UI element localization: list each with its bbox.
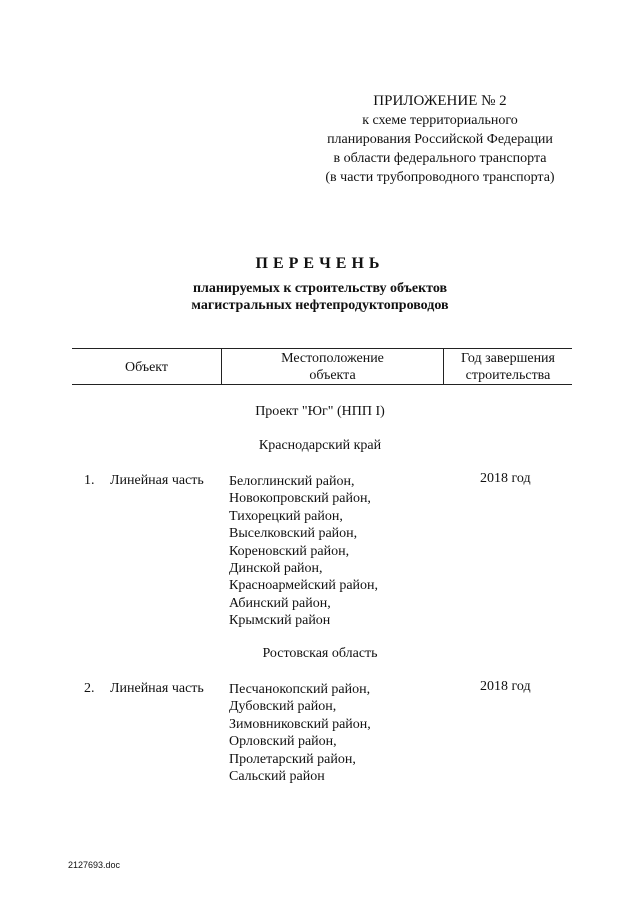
project-heading: Проект "Юг" (НПП I) — [255, 404, 385, 419]
subtitle-line-2: магистральных нефтепродуктопроводов — [191, 298, 449, 313]
file-reference: 2127693.doc — [68, 860, 121, 870]
subtitle-line-1: планируемых к строительству объектов — [192, 281, 448, 296]
row-object: Линейная часть — [110, 473, 204, 488]
row-year: 2018 год — [480, 679, 531, 694]
row-number: 1. — [84, 473, 95, 488]
header-object: Объект — [124, 360, 169, 375]
district-item: Дубовский район, — [229, 699, 337, 715]
header-year-line-1: Год завершения — [461, 351, 555, 366]
district-item: Кореновский район, — [229, 543, 350, 559]
appendix-line: к схеме территориального — [362, 113, 518, 128]
region-heading: Краснодарский край — [258, 438, 382, 453]
row-number: 2. — [84, 681, 95, 696]
appendix-line: (в части трубопроводного транспорта) — [325, 170, 555, 185]
district-item: Орловский район, — [229, 734, 337, 750]
header-year-line-2: строительства — [465, 368, 551, 383]
header-year — [444, 350, 572, 384]
row-year: 2018 год — [480, 471, 531, 486]
appendix-line: планирования Российской Федерации — [327, 132, 553, 147]
header-location — [222, 350, 443, 384]
row-object: Линейная часть — [110, 681, 204, 696]
region-heading: Ростовская область — [262, 646, 378, 661]
district-item: Белоглинский район, — [229, 474, 355, 489]
appendix-line: в области федерального транспорта — [333, 151, 547, 166]
header-location-line-1: Местоположение — [281, 351, 384, 366]
district-item: Выселковский район, — [229, 526, 358, 542]
document-title: ПЕРЕЧЕНЬ — [255, 255, 385, 272]
district-item: Абинский район, — [229, 595, 331, 611]
district-item: Крымский район — [229, 613, 331, 629]
row-location-list — [229, 473, 378, 630]
district-item: Песчанокопский район, — [229, 682, 371, 697]
row-location-list — [229, 681, 371, 785]
district-item: Тихорецкий район, — [229, 508, 343, 524]
district-item: Сальский район — [229, 769, 325, 785]
document-subtitle — [0, 280, 640, 314]
district-item: Динской район, — [229, 561, 323, 577]
table-top-rule — [72, 348, 572, 349]
district-item: Красноармейский район, — [229, 578, 379, 594]
district-item: Пролетарский район, — [229, 751, 356, 767]
table-header-bottom-rule — [72, 384, 572, 385]
district-item: Зимовниковский район, — [229, 716, 371, 732]
appendix-block — [300, 92, 580, 187]
appendix-title: ПРИЛОЖЕНИЕ № 2 — [373, 93, 507, 109]
district-item: Новокопровский район, — [229, 491, 371, 507]
header-location-line-2: объекта — [309, 368, 356, 383]
